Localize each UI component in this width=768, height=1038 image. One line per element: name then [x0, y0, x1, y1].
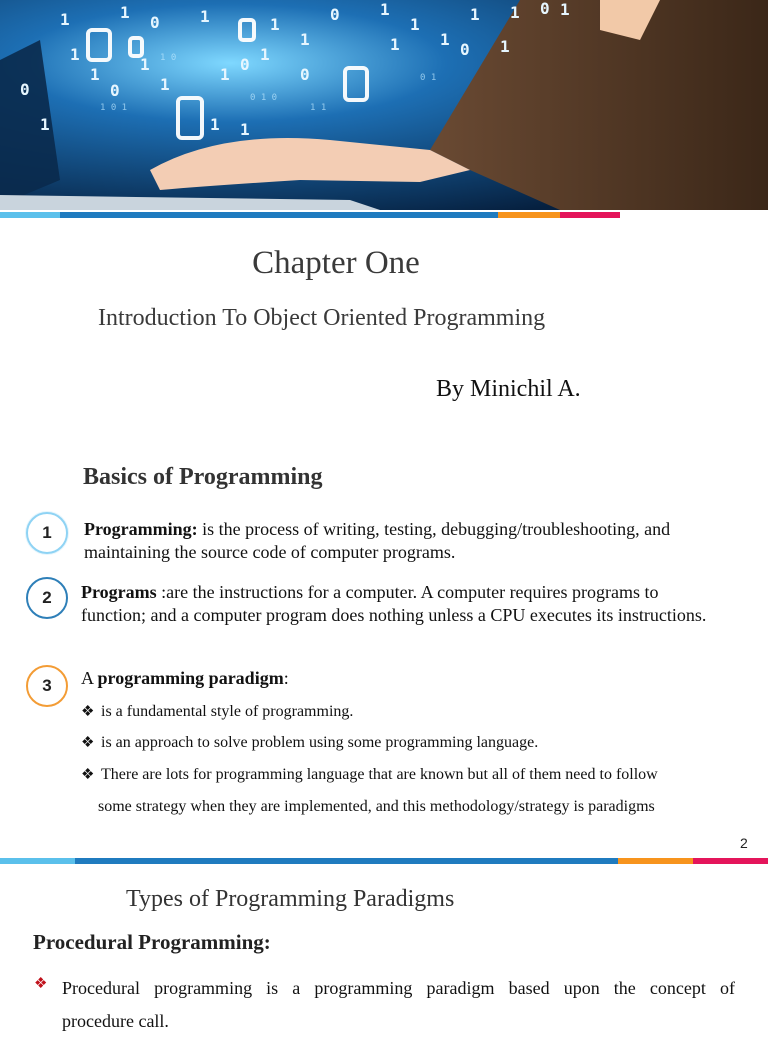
bullet-item	[81, 727, 741, 759]
slide-title: Chapter One	[252, 245, 420, 281]
section-heading: Basics of Programming	[83, 464, 323, 490]
svg-text:0: 0	[240, 55, 250, 74]
svg-text:0: 0	[300, 65, 310, 84]
number-badge-label: 1	[42, 523, 52, 542]
svg-text:1: 1	[140, 55, 150, 74]
definition-text: is the process of writing, testing, debugging/troubleshooting, and maintaining the source code of computer programs.	[84, 519, 671, 562]
svg-text:1: 1	[380, 0, 390, 19]
section-heading: Procedural Programming:	[33, 930, 271, 954]
svg-text:1 1: 1 1	[310, 103, 327, 113]
svg-text:1: 1	[60, 10, 70, 29]
banner-stripe-light-blue	[0, 212, 60, 218]
number-badge-label: 3	[42, 676, 52, 695]
svg-text:1 0: 1 0	[160, 53, 177, 63]
bullet-item	[81, 759, 741, 791]
svg-text:1: 1	[120, 3, 130, 22]
svg-text:1: 1	[200, 7, 210, 26]
definition-programming	[84, 518, 724, 564]
svg-text:1: 1	[40, 115, 50, 134]
diamond-bullet-icon: ❖	[34, 976, 48, 992]
slide-title: Types of Programming Paradigms	[126, 886, 455, 912]
body-text-line: procedure call.	[62, 1011, 169, 1031]
slide-stripe-light-blue	[0, 858, 75, 864]
number-badge-1	[26, 512, 68, 554]
definition-term: Programming:	[84, 519, 198, 539]
definition-text: :are the instructions for a computer. A computer requires programs to function; and a computer program does nothing unless a CPU executes its instructions.	[81, 582, 707, 625]
number-badge-3	[26, 665, 68, 707]
svg-text:1: 1	[510, 3, 520, 22]
svg-text:0: 0	[540, 0, 550, 18]
diamond-bullet-icon: ❖	[81, 735, 95, 751]
banner-stripe-blue	[60, 212, 498, 218]
bullet-item	[81, 696, 741, 728]
definition-term: Programs	[81, 582, 157, 602]
header-banner-image	[0, 0, 768, 210]
definition-prefix: A	[81, 668, 98, 688]
diamond-bullet-icon: ❖	[81, 704, 95, 720]
svg-text:1 0 1: 1 0 1	[100, 103, 128, 113]
svg-text:1: 1	[240, 120, 250, 139]
bullet-text: is a fundamental style of programming.	[101, 703, 354, 720]
svg-text:1: 1	[470, 5, 480, 24]
body-text-line: Procedural programming is a programming paradigm based upon the concept of	[62, 978, 735, 998]
slide-stripe-pink	[693, 858, 768, 864]
definition-term: programming paradigm	[97, 668, 284, 688]
svg-text:1: 1	[160, 75, 170, 94]
svg-text:0: 0	[150, 13, 160, 32]
banner-stripe-orange	[498, 212, 560, 218]
slide-stripe-blue	[75, 858, 618, 864]
number-badge-2	[26, 577, 68, 619]
svg-text:0 1: 0 1	[420, 73, 437, 83]
binary-code-illustration	[0, 0, 768, 210]
banner-stripe-pink	[560, 212, 620, 218]
definition-programs	[81, 581, 721, 627]
slide-stripe-orange	[618, 858, 693, 864]
page-number: 2	[740, 835, 748, 851]
svg-text:0: 0	[330, 5, 340, 24]
bullet-text: is an approach to solve problem using some programming language.	[101, 734, 539, 751]
svg-text:1: 1	[410, 15, 420, 34]
author-line: By Minichil A.	[436, 376, 581, 402]
svg-text:1: 1	[220, 65, 230, 84]
svg-text:1: 1	[90, 65, 100, 84]
svg-text:1: 1	[500, 37, 510, 56]
svg-text:0: 0	[110, 81, 120, 100]
svg-text:1: 1	[260, 45, 270, 64]
bullet-text: There are lots for programming language that are known but all of them need to follow	[101, 766, 658, 783]
svg-text:1: 1	[270, 15, 280, 34]
diamond-bullet-icon: ❖	[81, 767, 95, 783]
number-badge-label: 2	[42, 588, 52, 607]
svg-text:0: 0	[20, 80, 30, 99]
svg-text:1: 1	[300, 30, 310, 49]
slide-subtitle: Introduction To Object Oriented Programming	[98, 305, 546, 331]
bullet-text-continued: some strategy when they are implemented, and this methodology/strategy is paradigms	[98, 798, 655, 815]
svg-text:1: 1	[440, 30, 450, 49]
svg-text:1: 1	[210, 115, 220, 134]
svg-text:1: 1	[390, 35, 400, 54]
svg-text:0 1 0: 0 1 0	[250, 93, 278, 103]
svg-text:1: 1	[560, 0, 570, 19]
definition-suffix: :	[283, 668, 289, 688]
definition-paradigm	[81, 667, 721, 690]
svg-text:1: 1	[70, 45, 80, 64]
svg-text:0: 0	[460, 40, 470, 59]
